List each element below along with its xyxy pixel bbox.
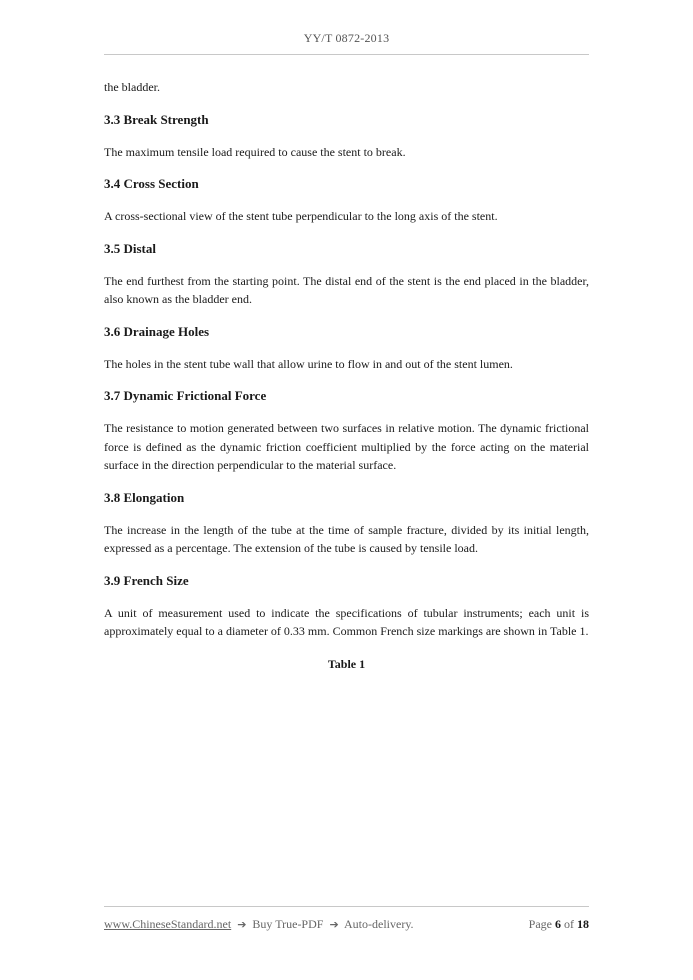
section-body: The increase in the length of the tube at the time of sample fracture, divided by its initial length, expressed as a percentage. The extension of the tube is caused by tensile load.: [104, 522, 589, 555]
section-body: The end furthest from the starting point. The distal end of the stent is the end placed in the bladder, also known as the bladder end.: [104, 273, 589, 306]
page-content: [104, 78, 589, 672]
page-label: Page: [528, 917, 552, 931]
section-dynamic-frictional-force: [104, 387, 589, 475]
section-body: A unit of measurement used to indicate the specifications of tubular instruments; each unit is approximately equal to a diameter of 0.33 mm. Common French size markings are shown in Table 1.: [104, 605, 589, 638]
page-total: 18: [577, 917, 589, 931]
arrow-right-icon: ➔: [329, 918, 339, 931]
section-body: A cross-sectional view of the stent tube perpendicular to the long axis of the stent.: [104, 209, 498, 223]
buy-text: Buy True-PDF: [252, 917, 324, 931]
section-title: 3.9 French Size: [104, 572, 189, 588]
arrow-right-icon: ➔: [237, 918, 247, 931]
page-number: [529, 917, 589, 932]
footer-promo: [104, 917, 414, 932]
section-body: The resistance to motion generated between two surfaces in relative motion. The dynamic frictional force is defined as the dynamic friction coefficient multiplied by the force acting on the material surface in the direction perpendicular to the material surface.: [104, 421, 589, 472]
delivery-text: Auto-delivery.: [344, 917, 414, 931]
footer-divider: [104, 906, 589, 907]
page-header: YY/T 0872-2013: [303, 31, 390, 45]
section-drainage-holes: [104, 323, 589, 374]
section-cross-section: [104, 175, 589, 226]
section-title: 3.7 Dynamic Frictional Force: [104, 388, 267, 403]
page-of: of: [564, 917, 574, 931]
page-footer: [104, 917, 589, 932]
section-title: 3.8 Elongation: [104, 489, 185, 505]
section-distal: [104, 240, 589, 309]
section-break-strength: [104, 111, 589, 162]
table-caption: Table 1: [327, 656, 366, 671]
section-french-size: [104, 572, 589, 641]
section-body: The holes in the stent tube wall that allow urine to flow in and out of the stent lumen.: [104, 356, 513, 371]
section-title: 3.5 Distal: [104, 240, 156, 256]
section-title: 3.4 Cross Section: [104, 176, 199, 191]
header-divider: [104, 54, 589, 55]
site-link[interactable]: www.ChineseStandard.net: [104, 917, 232, 931]
section-title: 3.3 Break Strength: [104, 111, 209, 127]
section-body: The maximum tensile load required to cause the stent to break.: [104, 144, 406, 159]
section-elongation: [104, 489, 589, 558]
section-title: 3.6 Drainage Holes: [104, 323, 210, 339]
intro-text: the bladder.: [104, 80, 160, 94]
page-current: 6: [555, 917, 561, 931]
